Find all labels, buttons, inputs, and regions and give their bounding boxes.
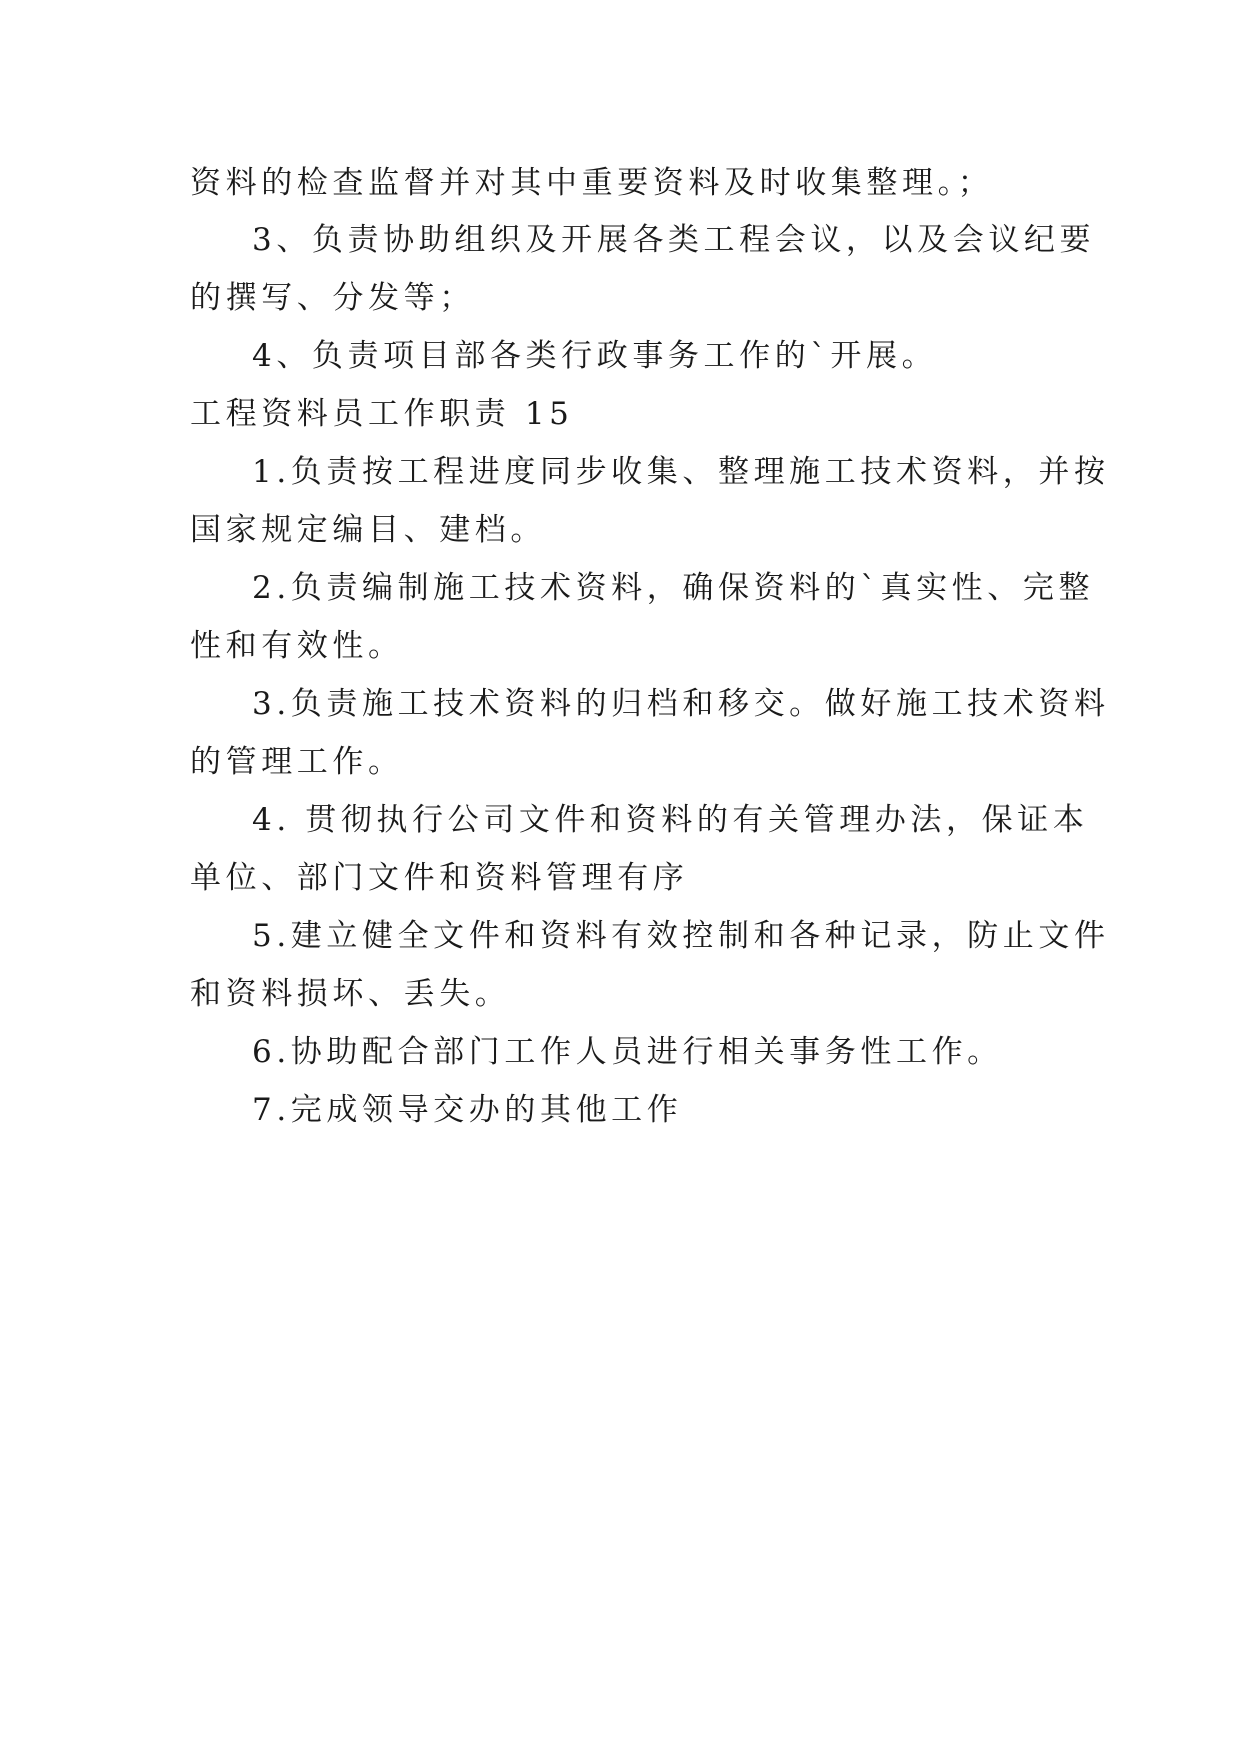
text-line-12: 4. 贯彻执行公司文件和资料的有关管理办法，保证本 xyxy=(252,802,1089,838)
text-line-13: 单位、部门文件和资料管理有序 xyxy=(190,860,689,896)
text-line-7: 国家规定编目、建档。 xyxy=(190,512,546,548)
text-line-17: 7.完成领导交办的其他工作 xyxy=(252,1092,683,1128)
text-line-6: 1.负责按工程进度同步收集、整理施工技术资料，并按 xyxy=(252,454,1110,490)
text-line-15: 和资料损坏、丢失。 xyxy=(190,976,511,1012)
text-line-4: 4、负责项目部各类行政事务工作的`开展。 xyxy=(252,338,938,374)
text-line-1: 资料的检查监督并对其中重要资料及时收集整理。； xyxy=(190,165,994,201)
section-heading: 工程资料员工作职责 15 xyxy=(190,396,574,432)
text-line-10: 3.负责施工技术资料的归档和移交。做好施工技术资料 xyxy=(252,686,1110,722)
text-line-3: 的撰写、分发等； xyxy=(190,280,475,316)
text-line-16: 6.协助配合部门工作人员进行相关事务性工作。 xyxy=(252,1034,1003,1070)
text-line-9: 性和有效性。 xyxy=(190,628,404,664)
text-line-14: 5.建立健全文件和资料有效控制和各种记录，防止文件 xyxy=(252,918,1110,954)
text-line-2: 3、负责协助组织及开展各类工程会议，以及会议纪要 xyxy=(252,222,1096,258)
text-line-8: 2.负责编制施工技术资料，确保资料的`真实性、完整 xyxy=(252,570,1095,606)
text-line-11: 的管理工作。 xyxy=(190,744,404,780)
